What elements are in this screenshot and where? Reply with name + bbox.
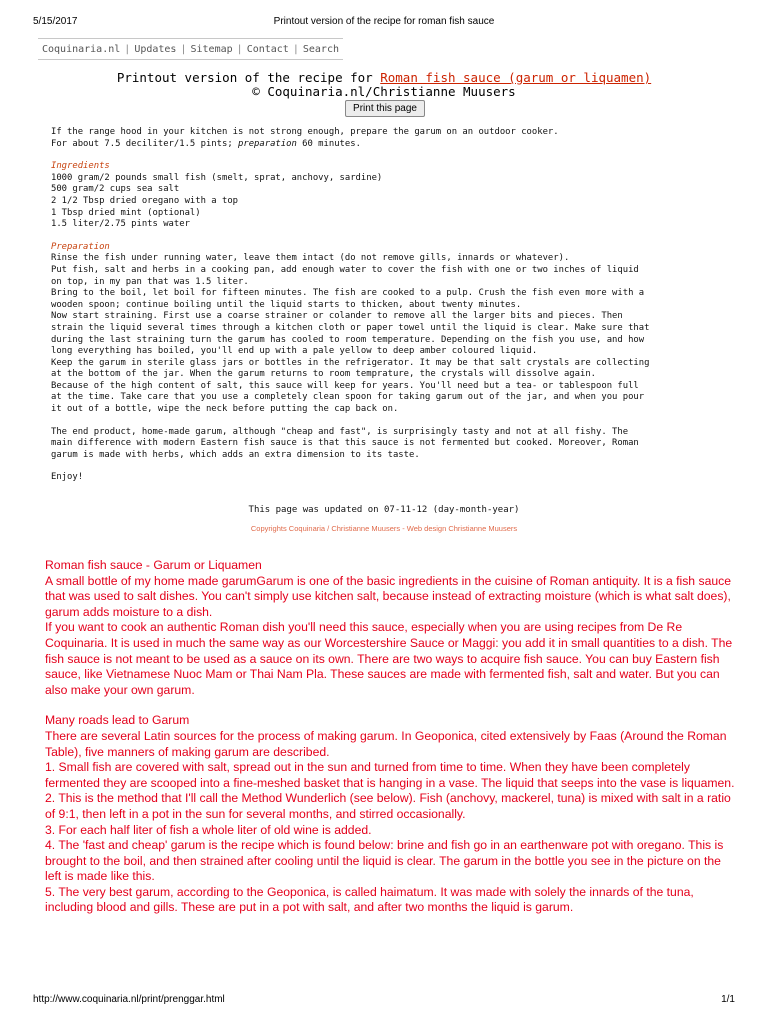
article-paragraph: If you want to cook an authentic Roman dish you'll need this sauce, especially when you are using recipes from De Re Coquinaria. It is used in much the same way as our Worcestershire Sauce or Maggi: you add it in small quantities to a dish. The fish sauce is not meant to be used as a sauce on its own. There are two ways to acquire fish sauce. You can buy Eastern fish sauce, like Vietnamese Nuoc Mam or Thai Nam Pla. These sauces are made with fermented fish, salt and water. But you can also make your own garum. <box>45 620 733 697</box>
page-number: 1/1 <box>721 994 735 1005</box>
article-title: Roman fish sauce - Garum or Liquamen <box>45 558 262 572</box>
preparation-line: long everything has boiled, you'll end up with a pale yellow to deep amber coloured liquid. <box>51 346 538 357</box>
preparation-line: Bring to the boil, let boil for fifteen minutes. The fish are cooked to a pulp. Crush the fish even more with a <box>51 288 645 299</box>
recipe-intro-line: If the range hood in your kitchen is not strong enough, prepare the garum on an outdoor cooker. <box>51 127 559 137</box>
enjoy-text: Enjoy! <box>51 472 84 483</box>
copyright-line: Copyrights Coquinaria / Christianne Muusers - Web design Christianne Muusers <box>250 524 518 533</box>
recipe-body <box>51 127 731 484</box>
garum-method-item: 5. The very best garum, according to the Geoponica, is called haimatum. It was made with solely the innards of the tuna, including blood and gills. These are put in a pot with salt, and after two months the liquid is garum. <box>45 884 694 915</box>
preparation-line: it out of a bottle, wipe the neck before putting the cap back on. <box>51 404 399 415</box>
page-heading <box>0 71 768 99</box>
garum-method-item: 1. Small fish are covered with salt, spread out in the sun and turned from time to time. When they have been completely fermented they are scooped into a fine-meshed basket that is hanging in a vase. The liquid that seeps into the vase is liquamen. <box>45 760 735 790</box>
preparation-line: strain the liquid several times through a kitchen cloth or paper towel until the liquid is clear. Make sure that <box>51 322 650 333</box>
ending-text <box>51 427 731 462</box>
preparation-text <box>51 253 731 415</box>
garum-methods-list <box>45 760 735 916</box>
site-nav <box>38 38 343 60</box>
nav-link-search[interactable]: Search <box>302 43 339 55</box>
updated-date: This page was updated on 07-11-12 (day-month-year) <box>248 505 520 515</box>
nav-link-updates[interactable]: Updates <box>134 43 177 55</box>
print-title: Printout version of the recipe for roman fish sauce <box>273 16 495 27</box>
article-paragraph: A small bottle of my home made garumGarum is one of the basic ingredients in the cuisine of Roman antiquity. It is a fish sauce that was used to salt dishes. You can't simply use kitchen salt, because instead of extracting moisture (which is what salt does), garum adds moisture to a dish. <box>45 573 731 619</box>
preparation-line: Keep the garum in sterile glass jars or bottles in the refrigerator. It may be that salt crystals are collecting <box>51 357 650 368</box>
yield-text: For about 7.5 deciliter/1.5 pints; <box>51 138 239 149</box>
garum-method-item: 4. The 'fast and cheap' garum is the recipe which is found below: brine and fish go in an earthenware pot with oregano. This is brought to the boil, and then strained after cooling until the liquid is clear. The garum in the bottle you see in the picture on the left is made like this. <box>45 838 724 884</box>
ending-line: The end product, home-made garum, although "cheap and fast", is surprisingly tasty and not at all fishy. The <box>51 426 629 437</box>
author-line: © Coquinaria.nl/Christianne Muusers <box>252 84 516 99</box>
ending-line: main difference with modern Eastern fish sauce is that this sauce is not fermented but cooked. Moreover, Roman <box>51 438 639 449</box>
nav-separator: | <box>180 43 187 55</box>
recipe-intro-yield <box>51 139 731 151</box>
page-title-line <box>0 71 768 85</box>
nav-link-contact[interactable]: Contact <box>246 43 289 55</box>
print-footer <box>33 994 735 1008</box>
preparation-line: during the last straining turn the garum has cooled to room temperature. Depending on the fish you use, and how <box>51 334 645 345</box>
garum-method-item: 2. This is the method that I'll call the Method Wunderlich (see below). Fish (anchovy, mackerel, tuna) is mixed with salt in a ratio of 9:1, then left in a pot in the sun for several months, and stirred occasionally. <box>45 791 731 821</box>
nav-link-sitemap[interactable]: Sitemap <box>190 43 233 55</box>
page-url: http://www.coquinaria.nl/print/prenggar.html <box>33 994 225 1005</box>
print-page-button[interactable]: Print this page <box>345 100 425 117</box>
preparation-line: Because of the high content of salt, this sauce will keep for years. You'll need but a tea- or tablespoon full <box>51 380 639 391</box>
ingredient-item: 2 1/2 Tbsp dried oregano with a top <box>51 195 239 206</box>
nav-link-home[interactable]: Coquinaria.nl <box>42 43 121 55</box>
ingredients-heading: Ingredients <box>51 161 110 172</box>
ingredient-item: 1000 gram/2 pounds small fish (smelt, sprat, anchovy, sardine) <box>51 172 383 183</box>
recipe-title-link[interactable]: Roman fish sauce (garum or liquamen) <box>380 70 652 85</box>
nav-separator: | <box>124 43 131 55</box>
print-header <box>33 16 735 30</box>
preparation-line: Put fish, salt and herbs in a cooking pan, add enough water to cover the fish with one or two inches of liquid <box>51 264 639 275</box>
preparation-line: at the bottom of the jar. When the garum returns to room temprature, the crystals will dissolve again. <box>51 369 597 380</box>
preparation-time: 60 minutes. <box>296 138 361 149</box>
article-paragraph: There are several Latin sources for the process of making garum. In Geoponica, cited extensively by Faas (Around the Roman Table), five manners of making garum are described. <box>45 728 727 759</box>
ingredient-item: 1 Tbsp dried mint (optional) <box>51 207 201 218</box>
article-subtitle: Many roads lead to Garum <box>45 713 190 728</box>
page-title-prefix: Printout version of the recipe for <box>116 70 381 85</box>
nav-separator: | <box>292 43 299 55</box>
ingredient-item: 500 gram/2 cups sea salt <box>51 184 180 195</box>
preparation-line: at the time. Take care that you use a completely clean spoon for taking garum out of the jar, and when you pour <box>51 392 645 403</box>
ingredients-list <box>51 173 731 231</box>
preparation-line: Rinse the fish under running water, leave them intact (do not remove gills, innards or whatever). <box>51 253 570 264</box>
preparation-line: on top, in my pan that was 1.5 liter. <box>51 276 249 287</box>
preparation-heading: Preparation <box>51 241 110 252</box>
preparation-line: wooden spoon; continue boiling until the liquid starts to thicken, about twenty minutes. <box>51 299 522 310</box>
preparation-word: preparation <box>238 138 297 149</box>
garum-method-item: 3. For each half liter of fish a whole liter of old wine is added. <box>45 822 372 837</box>
preparation-line: Now start straining. First use a coarse strainer or colander to remove all the larger bits and pieces. Then <box>51 311 623 322</box>
print-date: 5/15/2017 <box>33 16 78 27</box>
ending-line: garum is made with herbs, which adds an extra dimension to its taste. <box>51 449 420 460</box>
ingredient-item: 1.5 liter/2.75 pints water <box>51 219 190 230</box>
nav-separator: | <box>236 43 243 55</box>
article-body <box>45 558 735 916</box>
